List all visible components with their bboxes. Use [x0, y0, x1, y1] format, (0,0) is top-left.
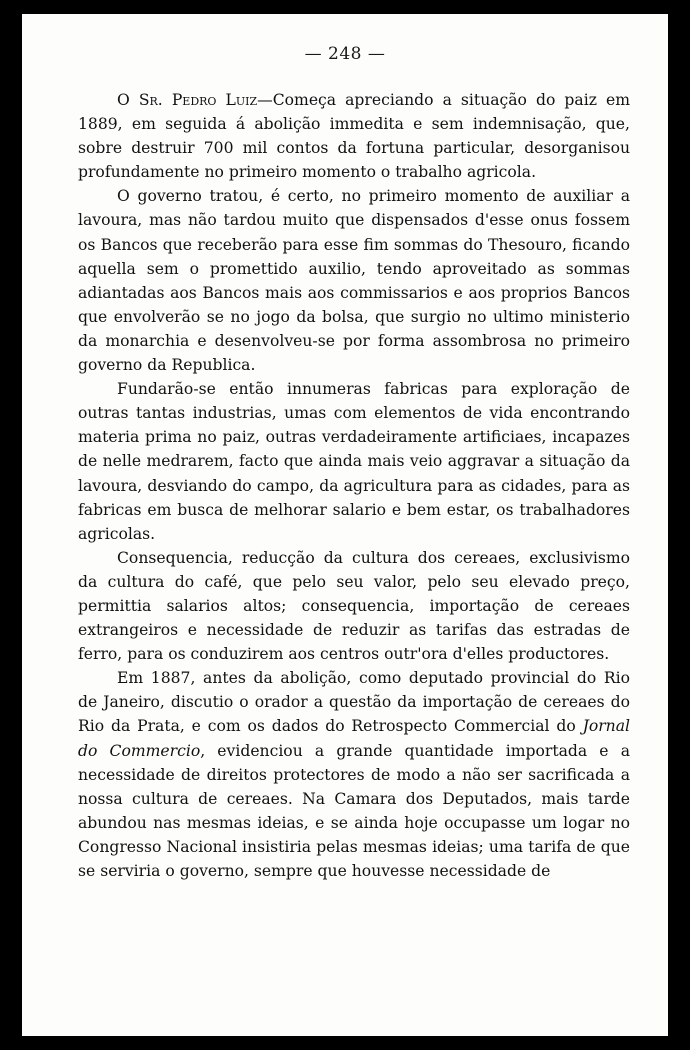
paragraph-1-text: —Começa apreciando a situação do paiz em 1889, em seguida á abolição immedita e sem indemnisação, que, sobre destruir 700 mil contos da fortuna particular, desorganisou profundamente no primeiro momento o trabalho agricola. — [78, 91, 630, 182]
body-text — [78, 88, 630, 883]
paragraph-5 — [78, 666, 630, 883]
document-page — [22, 14, 668, 1036]
paragraph-3: Fundarão-se então innumeras fabricas para exploração de outras tantas industrias, umas com elementos de vida encontrando materia prima no paiz, outras verdadeiramente artificiaes, incapazes de nelle medrarem, facto que ainda mais veio aggravar a situação da lavoura, desviando do campo, da agricultura para as cidades, para as fabricas em busca de melhorar salario e bem estar, os trabalhadores agricolas. — [78, 380, 630, 543]
paragraph-4: Consequencia, reducção da cultura dos cereaes, exclusivismo da cultura do café, que pelo seu valor, pelo seu elevado preço, permittia salarios altos; consequencia, importação de cereaes extrangeiros e necessidade de reduzir as tarifas das estradas de ferro, para os conduzirem aos centros outr'ora d'elles productores. — [78, 548, 630, 664]
page-number: — 248 — — [304, 44, 386, 64]
paragraph-5-text-end: , evidenciou a grande quantidade importada e a necessidade de direitos protectores de modo a não ser sacrificada a nossa cultura de cereaes. Na Camara dos Deputados, mais tarde abundou nas mesmas ideias, e se ainda hoje occupasse um logar no Congresso Nacional insistiria pelas mesmas ideias; uma tarifa de que se serviria o governo, sempre que houvesse necessidade de — [78, 741, 630, 880]
paragraph-2: O governo tratou, é certo, no primeiro momento de auxiliar a lavoura, mas não tardou muito que dispensados d'esse onus fossem os Bancos que receberão para esse fim sommas do Thesouro, ficando aquella sem o promettido auxilio, tendo aproveitado as sommas adiantadas aos Bancos mais aos commissarios e aos proprios Bancos que envolverão se no jogo da bolsa, que surgio no ultimo ministerio da monarchia e desenvolveu-se por forma assombrosa no primeiro governo da Republica. — [78, 187, 630, 375]
paragraph-5-text-start: Em 1887, antes da abolição, como deputado provincial do Rio de Janeiro, discutio o orador a questão da importação de cereaes do Rio da Prata, e com os dados do Retrospecto Commercial do — [78, 669, 630, 736]
paragraph-1 — [78, 88, 630, 184]
newspaper-title: Jornal do Commercio — [78, 717, 630, 760]
speaker-name: O Sr. Pedro Luiz — [117, 91, 258, 109]
